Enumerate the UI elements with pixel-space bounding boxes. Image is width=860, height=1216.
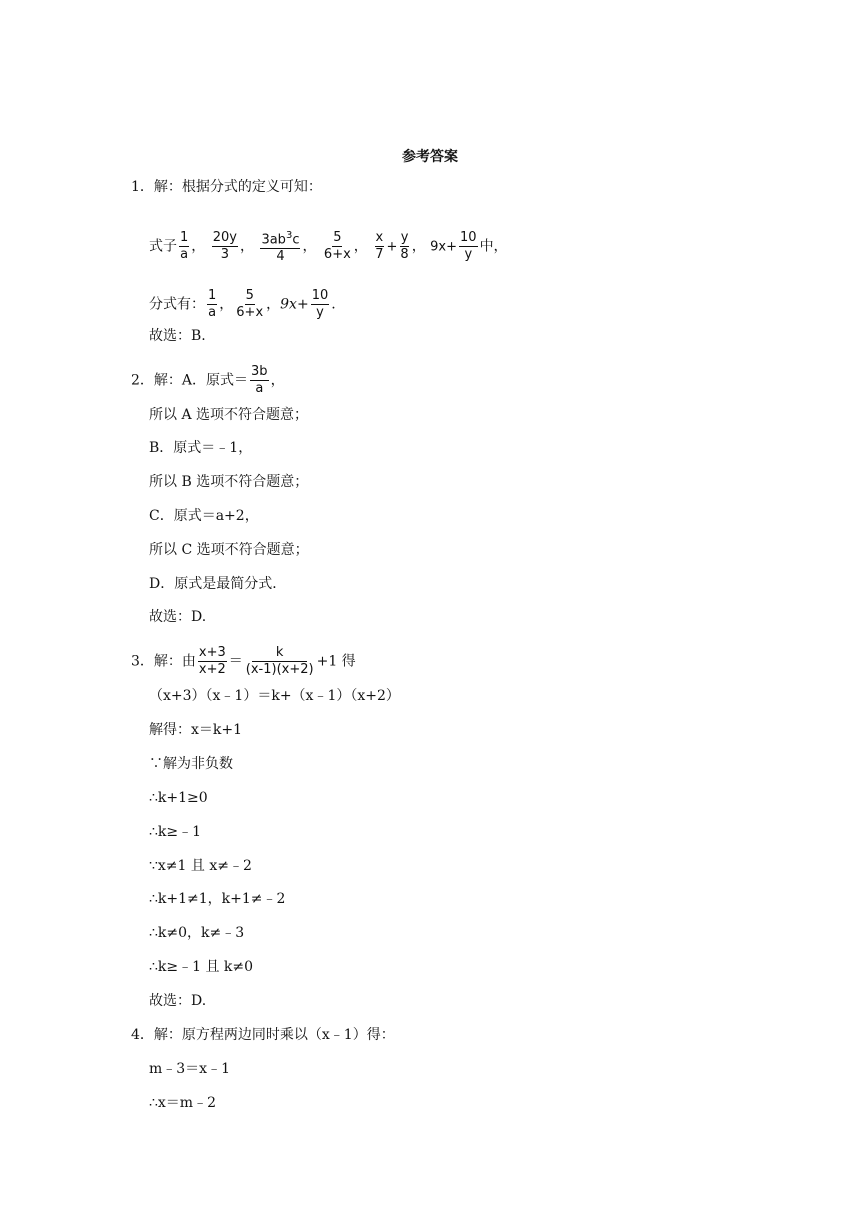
answer-fraction-1-over-a: $\frac{1}{a}$ — [208, 288, 217, 320]
q2-line: B．原式＝﹣1， — [149, 440, 253, 456]
q2-line: 所以 A 选项不符合题意； — [149, 407, 309, 423]
q3-line: （x+3）（x﹣1）＝k+（x﹣1）（x+2） — [149, 688, 400, 704]
q3-line: ∵x≠1 且 x≠﹣2 — [149, 858, 252, 874]
q3-line: 解得：x＝k+1 — [149, 722, 243, 738]
q3-line: ∴k+1≠1，k+1≠﹣2 — [149, 891, 286, 907]
q3-equation: 3．解：由 $\frac{x+3}{x+2}$ ＝ $\frac{k}{(x-1)(x+2)}$ +1 得 — [131, 645, 356, 677]
q2-line: 故选：D. — [149, 609, 207, 625]
fraction-3b-over-a: $\frac{3b}{a}$ — [251, 364, 268, 396]
fraction-3ab3c-over-4: $\frac{3ab^3c}{4}$ — [261, 230, 300, 265]
fraction-5-over-6x: $\frac{5}{6+x}$ — [323, 230, 351, 263]
q3-line: ∴k+1≥0 — [149, 790, 208, 806]
q3-line: ∴k≥﹣1 且 k≠0 — [149, 959, 254, 975]
q3-line: 故选：D. — [149, 993, 207, 1009]
q1-answer: 分式有： $\frac{1}{a}$ ， $\frac{5}{6+x}$ ，9x+ $\frac{10}{y}$ . — [149, 288, 336, 320]
q2-line: C．原式＝a+2， — [149, 508, 259, 524]
fraction-x3-over-x2: $\frac{x+3}{x+2}$ — [198, 645, 226, 677]
q4-line: m﹣3＝x﹣1 — [149, 1061, 230, 1077]
fraction-20y-over-3: $\frac{20y}{3}$ — [212, 230, 237, 263]
q2-line: D．原式是最简分式． — [149, 576, 287, 592]
q1-expressions: 式子 $\frac{1}{a}$ ， $\frac{20y}{3}$ ， $\frac{3ab^3c}{4}$ ， $\frac{5}{6+x}$ ， $\frac{x}{7}$ + $\frac{y}{8}$ ， 9x+ $\frac{10}{y}$ 中， — [149, 230, 508, 265]
answer-fraction-10-over-y: $\frac{10}{y}$ — [311, 288, 329, 320]
q4-line: ∴x＝m﹣2 — [149, 1095, 216, 1111]
q1-intro: 1．解：根据分式的定义可知： — [131, 179, 322, 195]
q3-line: ∴k≥﹣1 — [149, 824, 202, 840]
fraction-1-over-a: $\frac{1}{a}$ — [180, 230, 189, 263]
q2-line: 所以 B 选项不符合题意； — [149, 474, 309, 490]
q1-choice: 故选：B. — [149, 328, 206, 344]
q2-line: 所以 C 选项不符合题意； — [149, 542, 309, 558]
q2-line-a: 2．解：A．原式＝ $\frac{3b}{a}$ ， — [131, 364, 285, 396]
q3-line: ∴k≠0，k≠﹣3 — [149, 925, 245, 941]
fraction-10-over-y: $\frac{10}{y}$ — [460, 230, 477, 263]
q1-exprs-prefix: 式子 — [149, 238, 177, 255]
q3-line: ∵解为非负数 — [149, 756, 233, 772]
page-title: 参考答案 — [402, 149, 458, 165]
fraction-y-over-8: $\frac{y}{8}$ — [400, 230, 409, 263]
fraction-x-over-7: $\frac{x}{7}$ — [375, 230, 384, 263]
fraction-k-over-product: $\frac{k}{(x-1)(x+2)}$ — [245, 645, 314, 677]
answer-fraction-5-over-6x: $\frac{5}{6+x}$ — [236, 288, 264, 320]
q4-line: 4．解：原方程两边同时乘以（x﹣1）得： — [131, 1027, 395, 1043]
